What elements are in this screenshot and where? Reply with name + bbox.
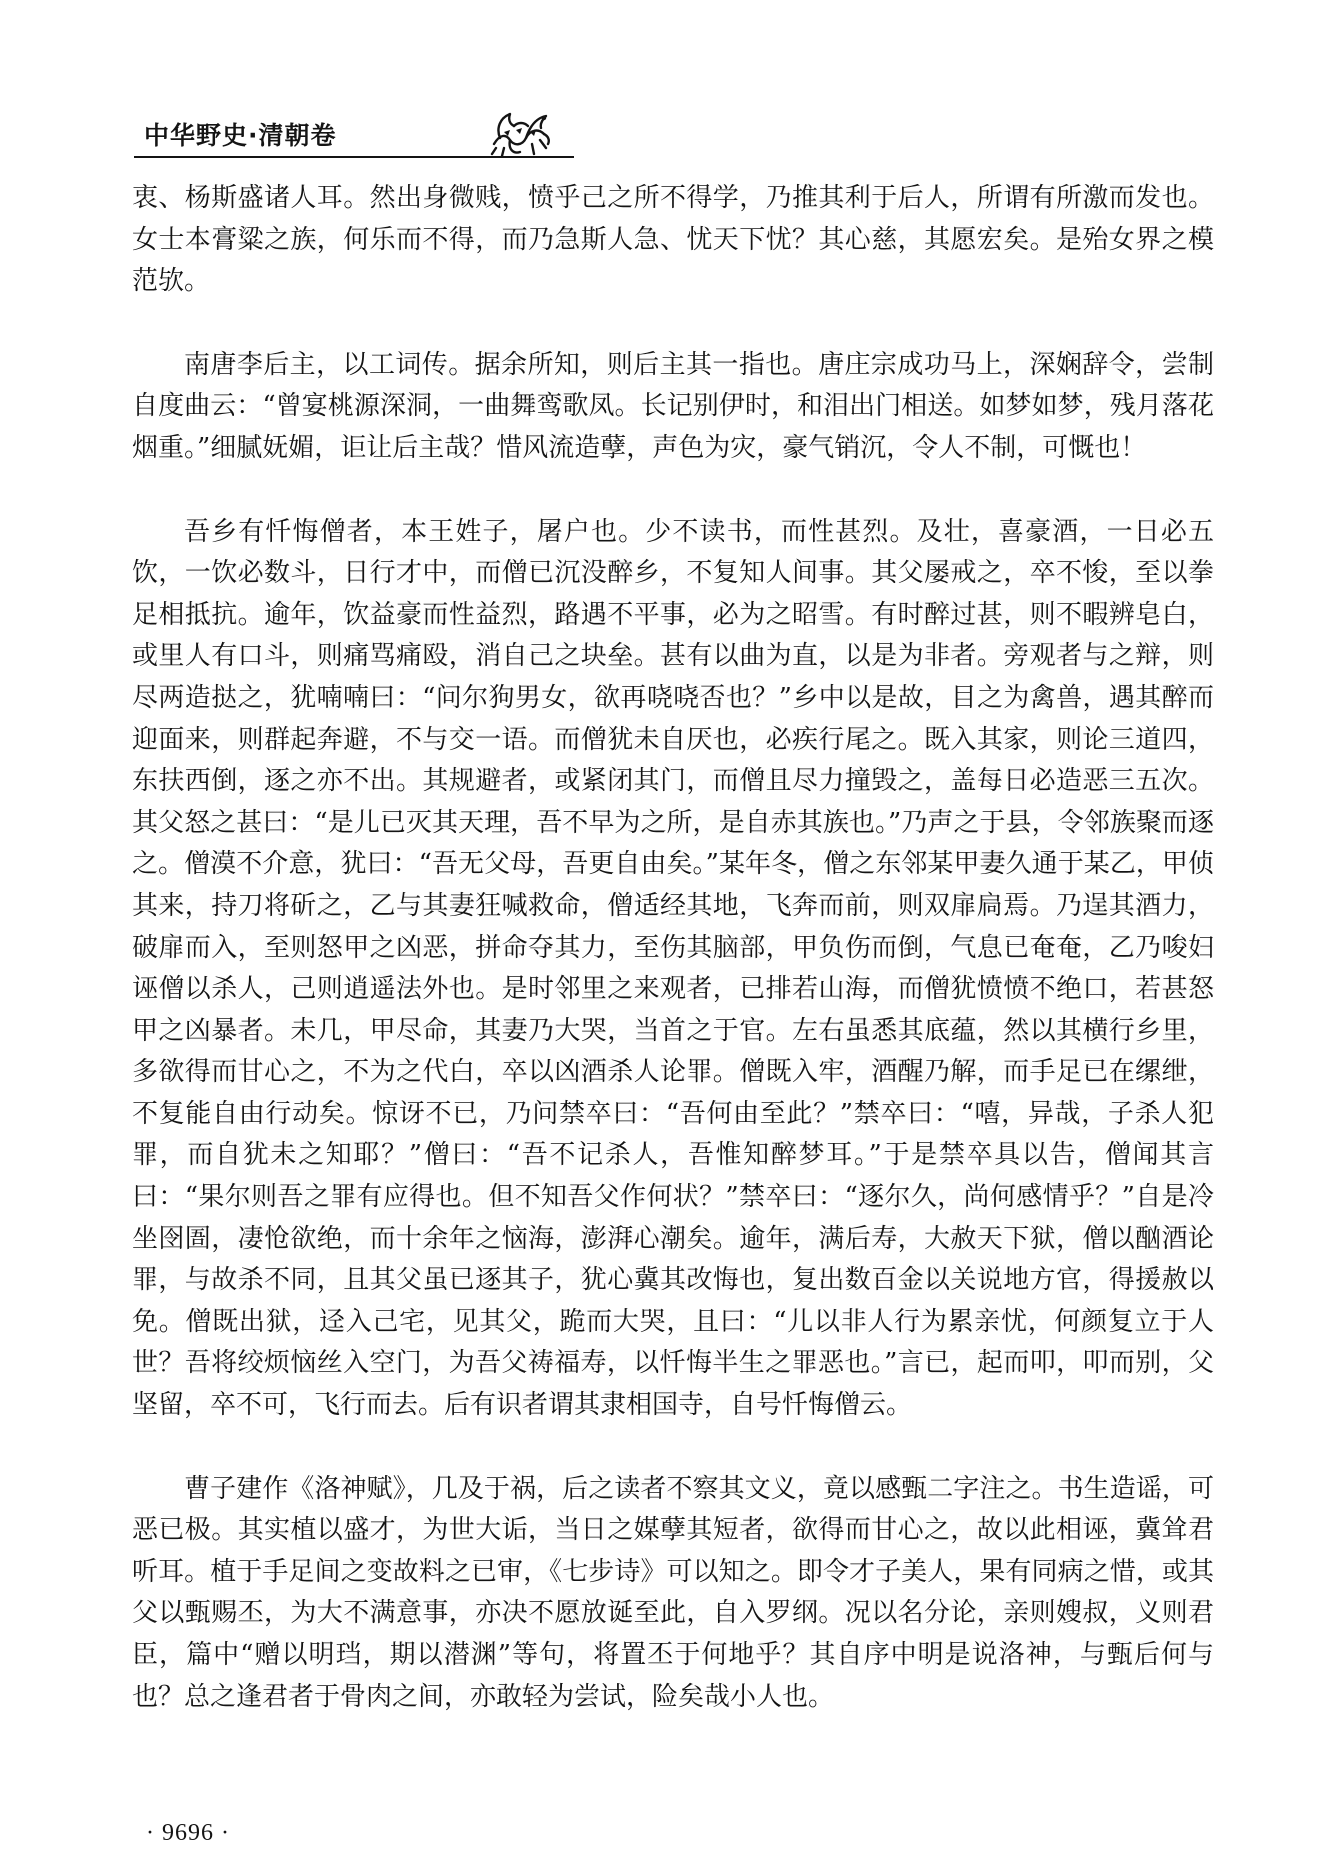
paragraph-penitent-monk: 吾乡有忏悔僧者，本王姓子，屠户也。少不读书，而性甚烈。及壮，喜豪酒，一日必五饮，一饮必数斗，日行才中，而僧已沉没醉乡，不复知人间事。其父屡戒之，卒不悛，至以拳足相抵抗。逾年，饮益豪而性益烈，路遇不平事，必为之昭雪。有时醉过甚，则不暇辨皂白，或里人有口斗，则痛骂痛殴，消自己之块垒。甚有以曲为直，以是为非者。旁观者与之辩，则尽两造挞之，犹喃喃曰：“问尔狗男女，欲再哓哓否也？”乡中以是故，目之为禽兽，遇其醉而迎面来，则群起奔避，不与交一语。而僧犹未自厌也，必疾行尾之。既入其家，则论三道四，东扶西倒，逐之亦不出。其规避者，或紧闭其门，而僧且尽力撞毁之，盖每日必造恶三五次。其父怒之甚曰：“是儿已灭其天理，吾不早为之所，是自赤其族也。”乃声之于县，令邻族聚而逐之。僧漠不介意，犹曰：“吾无父母，吾更自由矣。”某年冬，僧之东邻某甲妻久通于某乙，甲侦其来，持刀将斫之，乙与其妻狂喊救命，僧适经其地，飞奔而前，则双扉扃焉。乃逞其酒力，破扉而入，至则怒甲之凶恶，拼命夺其力，至伤其脑部，甲负伤而倒，气息已奄奄，乙乃唆妇诬僧以杀人，己则逍遥法外也。是时邻里之来观者，已排若山海，而僧犹愤愤不绝口，若甚怒甲之凶暴者。未几，甲尽命，其妻乃大哭，当首之于官。左右虽悉其底蕴，然以其横行乡里，多欲得而甘心之，不为之代白，卒以凶酒杀人论罪。僧既入牢，酒醒乃解，而手足已在缧绁，不复能自由行动矣。惊讶不已，乃问禁卒曰：“吾何由至此？”禁卒曰：“嘻，异哉，子杀人犯罪，而自犹未之知耶？”僧曰：“吾不记杀人，吾惟知醉梦耳。”于是禁卒具以告，僧闻其言曰：“果尔则吾之罪有应得也。但不知吾父作何状？”禁卒曰：“逐尔久，尚何感情乎？”自是冷坐囹圄，凄怆欲绝，而十余年之恼海，澎湃心潮矣。逾年，满后寿，大赦天下狱，僧以酗酒论罪，与故杀不同，且其父虽已逐其子，犹心冀其改悔也，复出数百金以关说地方官，得援赦以免。僧既出狱，迳入己宅，见其父，跪而大哭，且曰：“儿以非人行为累亲忧，何颜复立于人世？吾将绞烦恼丝入空门，为吾父祷福寿，以忏悔半生之罪恶也。”言已，起而叩，叩而别，父坚留，卒不可，飞行而去。后有识者谓其隶相国寺，自号忏悔僧云。 (132, 516, 1214, 1421)
book-title: 中华野史·清朝卷 (144, 121, 337, 150)
page-body (132, 178, 1214, 1718)
running-header (134, 104, 1234, 164)
header-rule (134, 156, 574, 158)
page-number: · 9696 · (146, 1820, 230, 1846)
dragon-emblem-icon (486, 104, 556, 160)
paragraph-luoshen-fu: 曹子建作《洛神赋》，几及于祸，后之读者不察其文义，竟以感甄二字注之。书生造谣，可恶已极。其实植以盛才，为世大诟，当日之媒孽其短者，欲得而甘心之，故以此相诬，冀耸君听耳。植于手足间之变故料之已审，《七步诗》可以知之。即令才子美人，果有同病之惜，或其父以甄赐丕，为大不满意事，亦决不愿放诞至此，自入罗纲。况以名分论，亲则嫂叔，义则君臣，篇中“赠以明珰，期以潜渊”等句，将置丕于何地乎？其自序中明是说洛神，与甄后何与也？总之逢君者于骨肉之间，亦敢轻为尝试，险矣哉小人也。 (132, 1473, 1214, 1712)
paragraph-li-houzhu: 南唐李后主，以工词传。据余所知，则后主其一指也。唐庄宗成功马上，深娴辞令，尝制自度曲云：“曾宴桃源深洞，一曲舞鸾歌凤。长记别伊时，和泪出门相送。如梦如梦，残月落花烟重。”细腻妩媚，讵让后主哉？惜风流造孽，声色为灾，豪气销沉，令人不制，可慨也！ (132, 349, 1214, 463)
paragraph-continued: 衷、杨斯盛诸人耳。然出身微贱，愤乎己之所不得学，乃推其利于后人，所谓有所激而发也。女士本膏粱之族，何乐而不得，而乃急斯人急、忧天下忧？其心慈，其愿宏矣。是殆女界之模范欤。 (132, 183, 1214, 297)
